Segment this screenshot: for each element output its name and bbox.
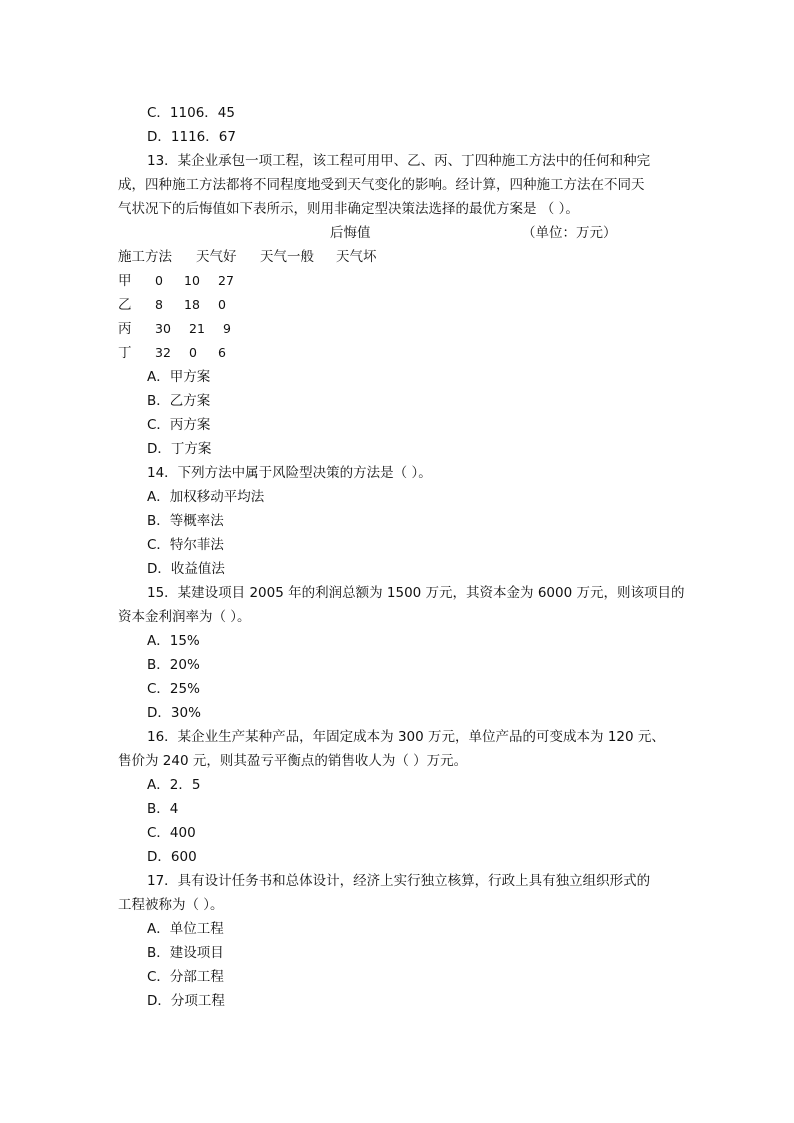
question-14-option-d: D．收益值法 [147,561,225,577]
table-cell: 9 [223,321,231,336]
table-cell: 8 [155,297,163,312]
question-17-stem-line2: 工程被称为（ ）。 [118,897,224,913]
question-16-option-a: A．2．5 [147,777,201,793]
question-16-option-b: B．4 [147,801,179,817]
question-15-option-a: A．15% [147,633,200,649]
table-cell: 32 [155,345,171,360]
question-17-stem-line1: 17．具有设计任务书和总体设计，经济上实行独立核算，行政上具有独立组织形式的 [147,873,651,889]
question-13-stem-line2: 成，四种施工方法都将不同程度地受到天气变化的影响。经计算，四种施工方法在不同天 [118,177,645,193]
table-header-normal: 天气一般 [260,249,314,265]
table-header-bad: 天气坏 [336,249,377,265]
question-13-stem-line1: 13．某企业承包一项工程，该工程可用甲、乙、丙、丁四种施工方法中的任何和种完 [147,153,651,169]
question-16-option-d: D．600 [147,849,197,865]
question-15-option-d: D．30% [147,705,201,721]
table-cell: 30 [155,321,171,336]
question-15-option-b: B．20% [147,657,200,673]
question-15-stem-line1: 15．某建设项目 2005 年的利润总额为 1500 万元，其资本金为 6000 万元，则该项目的 [147,585,685,601]
table-cell-method: 丙 [118,321,132,337]
question-13-option-d: D．丁方案 [147,441,212,457]
question-16-option-c: C．400 [147,825,196,841]
table-cell: 21 [189,321,205,336]
question-13-stem-line3: 气状况下的后悔值如下表所示，则用非确定型决策法选择的最优方案是 （ ）。 [118,201,579,217]
question-14-option-c: C．特尔菲法 [147,537,224,553]
question-16-stem-line1: 16．某企业生产某种产品，年固定成本为 300 万元，单位产品的可变成本为 120 元、 [147,729,665,745]
option-d-prev: D．1116．67 [147,129,236,145]
table-cell-method: 丁 [118,345,132,361]
table-header-good: 天气好 [196,249,237,265]
table-cell: 0 [155,273,163,288]
table-cell-method: 乙 [118,297,132,313]
table-cell: 18 [184,297,200,312]
question-13-option-c: C．丙方案 [147,417,211,433]
table-cell: 27 [218,273,234,288]
table-cell: 0 [218,297,226,312]
question-17-option-d: D．分项工程 [147,993,225,1009]
table-cell: 6 [218,345,226,360]
table-header-method: 施工方法 [118,249,172,265]
table-title: 后悔值 [330,225,371,241]
question-15-option-c: C．25% [147,681,200,697]
question-14-option-b: B．等概率法 [147,513,224,529]
question-16-stem-line2: 售价为 240 元，则其盈亏平衡点的销售收人为（ ）万元。 [118,753,468,769]
table-unit: （单位：万元） [522,225,617,241]
question-13-option-a: A．甲方案 [147,369,211,385]
question-15-stem-line2: 资本金利润率为（ ）。 [118,609,251,625]
table-cell: 10 [184,273,200,288]
question-17-option-b: B．建设项目 [147,945,224,961]
question-14-option-a: A．加权移动平均法 [147,489,265,505]
table-cell: 0 [189,345,197,360]
question-17-option-a: A．单位工程 [147,921,224,937]
question-13-option-b: B．乙方案 [147,393,211,409]
question-14-stem: 14．下列方法中属于风险型决策的方法是（ ）。 [147,465,432,481]
question-17-option-c: C．分部工程 [147,969,224,985]
table-cell-method: 甲 [118,273,132,289]
option-c-prev: C．1106．45 [147,105,235,121]
